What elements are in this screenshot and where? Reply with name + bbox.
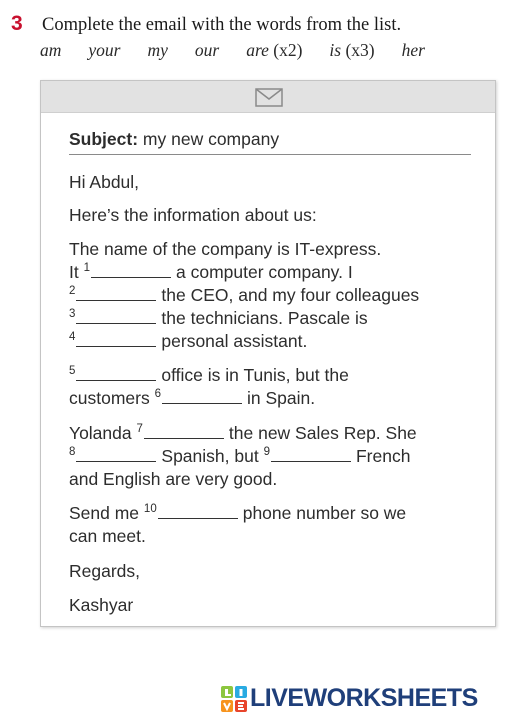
paragraph-line: The name of the company is IT-express. — [69, 239, 382, 259]
word-text: is — [329, 40, 342, 60]
line-text: personal assistant. — [161, 331, 308, 351]
answer-blank[interactable] — [91, 263, 171, 278]
email-topbar — [41, 81, 495, 113]
exercise-instruction: Complete the email with the words from the list. — [42, 15, 402, 35]
gap-number: 5 — [69, 365, 76, 377]
answer-blank[interactable] — [158, 504, 238, 519]
gap-number: 9 — [263, 446, 270, 458]
answer-blank[interactable] — [271, 447, 351, 462]
paragraph-line: can meet. — [69, 526, 146, 546]
paragraph-line — [69, 422, 417, 447]
word-count: (x2) — [273, 40, 303, 60]
word-text: our — [194, 40, 220, 60]
line-text: the technicians. Pascale is — [161, 308, 368, 328]
answer-blank[interactable] — [76, 286, 156, 301]
paragraph-line — [69, 502, 406, 527]
subject-label: Subject: — [69, 129, 139, 149]
gap-number: 10 — [143, 503, 157, 515]
line-text: the CEO, and my four colleagues — [161, 285, 420, 305]
line-text: the new Sales Rep. She — [228, 423, 417, 443]
closing: Regards, — [69, 561, 141, 581]
exercise-header — [11, 12, 401, 36]
answer-blank[interactable] — [162, 389, 242, 404]
gap-number: 1 — [83, 262, 91, 274]
paragraph-line — [69, 307, 368, 332]
line-text: French — [355, 446, 411, 466]
word-text: her — [401, 40, 425, 60]
line-text: customers — [69, 388, 150, 408]
email-window — [40, 80, 496, 627]
signature: Kashyar — [69, 595, 134, 615]
paragraph-line — [69, 364, 349, 389]
line-text: office is in Tunis, but the — [161, 365, 349, 385]
gap-number: 4 — [69, 331, 76, 343]
word-count: (x3) — [345, 40, 375, 60]
word-item — [195, 40, 219, 61]
word-item — [246, 40, 302, 61]
word-item — [402, 40, 425, 61]
word-item — [147, 40, 167, 61]
line-text: in Spain. — [247, 388, 316, 408]
gap-number: 8 — [69, 446, 76, 458]
subject-row — [69, 126, 471, 155]
paragraph-line — [69, 445, 410, 470]
gap-number: 6 — [154, 388, 161, 400]
answer-blank[interactable] — [144, 424, 224, 439]
line-text: It — [69, 262, 79, 282]
answer-blank[interactable] — [76, 309, 156, 324]
paragraph-line — [69, 330, 307, 355]
word-text: your — [88, 40, 121, 60]
exercise-number: 3 — [11, 12, 23, 35]
brand-name: LIVEWORKSHEETS — [250, 684, 478, 712]
word-item — [40, 40, 61, 61]
paragraph-line — [69, 261, 353, 286]
greeting: Hi Abdul, — [69, 172, 140, 192]
subject-value: my new company — [142, 129, 280, 149]
envelope-icon — [255, 88, 283, 107]
word-list — [40, 40, 425, 61]
word-text: are — [246, 40, 269, 60]
answer-blank[interactable] — [76, 447, 156, 462]
line-text: Spanish, but — [161, 446, 259, 466]
line-text: phone number so we — [242, 503, 407, 523]
word-text: am — [40, 40, 62, 60]
line-text: Send me — [69, 503, 140, 523]
word-item — [329, 40, 374, 61]
answer-blank[interactable] — [76, 366, 156, 381]
email-body — [69, 126, 471, 615]
paragraph-line: and English are very good. — [69, 469, 278, 489]
paragraph-line — [69, 387, 315, 412]
word-text: my — [147, 40, 168, 60]
intro-line: Here’s the information about us: — [69, 205, 317, 225]
word-item — [88, 40, 120, 61]
liveworksheets-brand — [221, 684, 478, 713]
line-text: Yolanda — [69, 423, 132, 443]
line-text: a computer company. I — [176, 262, 353, 282]
paragraph-line — [69, 284, 419, 309]
answer-blank[interactable] — [76, 332, 156, 347]
gap-number: 3 — [69, 308, 76, 320]
gap-number: 7 — [136, 423, 143, 435]
liveworksheets-logo-icon — [221, 686, 247, 712]
gap-number: 2 — [69, 285, 76, 297]
